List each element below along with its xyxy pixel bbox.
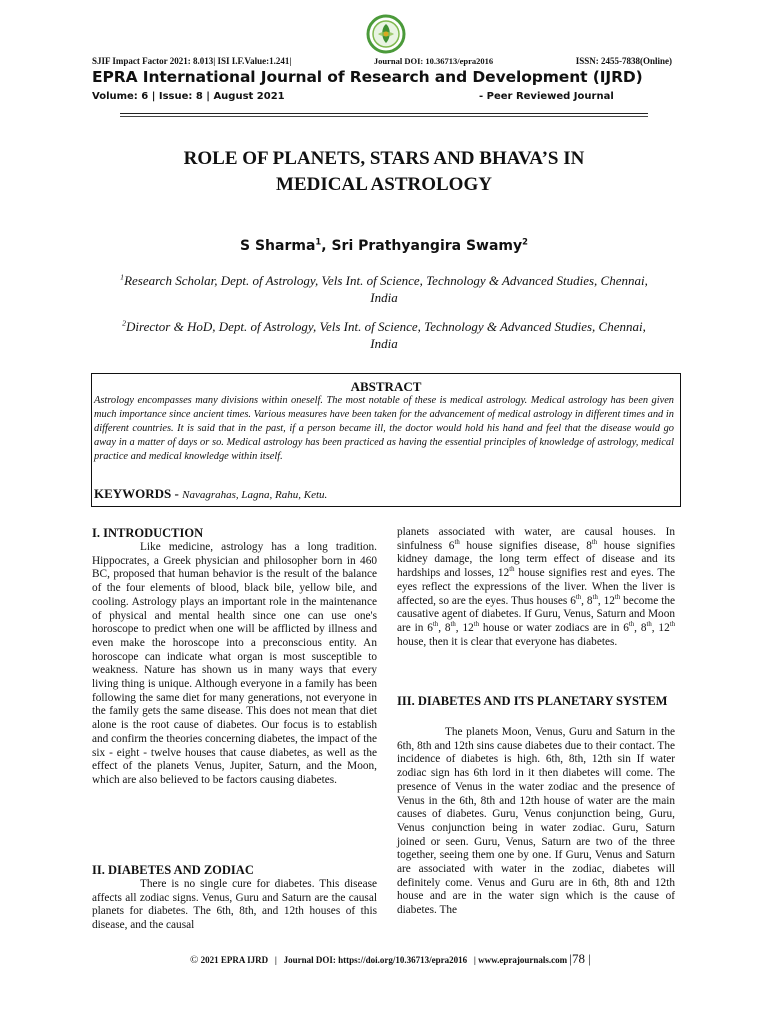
text-run: , 12 [651, 621, 670, 634]
authors [60, 238, 708, 254]
footer-website: | www.eprajournals.com [473, 955, 568, 965]
text-run: house or water zodiacs are in 6 [479, 621, 629, 634]
affiliation-2 [110, 318, 658, 352]
issn: ISSN: 2455-7838(Online) [575, 56, 672, 66]
text-run: , 8 [581, 594, 593, 607]
diabetes-zodiac-heading: II. DIABETES AND ZODIAC [92, 863, 254, 877]
zodiac-continued-text [397, 526, 675, 649]
abstract-heading: ABSTRACT [350, 379, 422, 394]
author-sep: , [321, 238, 332, 254]
ordinal-sup: th [669, 621, 675, 629]
footer-sep: | [274, 955, 277, 965]
journal-name: EPRA International Journal of Research and Development (IJRD) [92, 68, 643, 86]
ordinal-sup: th [454, 538, 460, 546]
journal-logo [366, 14, 406, 54]
impact-factor: SJIF Impact Factor 2021: 8.013| ISI I.F.Value:1.241| [92, 56, 292, 66]
diabetes-zodiac-text: There is no single cure for diabetes. This disease affects all zodiac signs. Venus, Guru and Saturn are the causal planets for diabetes. The 6th, 8th, and 12th houses of this disease, and the causal [92, 878, 377, 932]
author-1-sup: 1 [315, 236, 322, 247]
keywords-label: KEYWORDS - [94, 486, 183, 501]
abstract-text: Astrology encompasses many divisions within oneself. The most notable of these is medical astrology. Medical astrology has been given much importance since ancient times. Various measures have been taken for the advancement of medical astrology in different times and in different countries. It is said that in the past, if a person became ill, the doctor would hold his hand and feel that the disease would go away in a matter of days or so. Medical astrology has been practiced as having the essential principles of knowledge of astrology, medical practice and medical knowledge within itself. [94, 395, 674, 462]
author-1: S Sharma [240, 238, 316, 254]
footer-copyright: 2021 EPRA IJRD [200, 955, 269, 965]
text-run: become the causative agent of diabetes. If Guru, Venus, Saturn and Moon are in 6 [397, 594, 675, 634]
header-meta-line [92, 56, 672, 66]
affiliation-1 [110, 272, 658, 306]
intro-heading: I. INTRODUCTION [92, 526, 204, 540]
text-run: , 12 [597, 594, 615, 607]
ordinal-sup: th [509, 566, 515, 574]
title-line-1: ROLE OF PLANETS, STARS AND BHAVA’S IN [183, 148, 585, 169]
ordinal-sup: th [614, 593, 621, 601]
ordinal-sup: th [432, 621, 439, 629]
text-run: planets associated with water, are causal houses. In sinfulness 6 [397, 526, 675, 552]
copyright-symbol: © [190, 954, 199, 966]
page-number-bar: |78 | [569, 951, 591, 966]
ordinal-sup: th [591, 538, 598, 546]
text-run: house, then it is clear that everyone has diabetes. [397, 635, 618, 648]
ordinal-sup: th [592, 593, 598, 601]
keywords-line [94, 486, 327, 502]
title-line-2: MEDICAL ASTROLOGY [276, 174, 492, 195]
aff1-sup: 1 [120, 272, 125, 282]
header-rule-thin [120, 116, 648, 117]
page-number: 78 [571, 951, 585, 966]
text-run: house signifies kidney damage, the long term effect of disease and its hardships and losses, 12 [397, 539, 675, 580]
header-rule [120, 113, 648, 114]
author-2-sup: 2 [522, 236, 528, 247]
text-run: , 12 [455, 621, 474, 634]
peer-reviewed: - Peer Reviewed Journal [479, 91, 614, 102]
aff2-text: Director & HoD, Dept. of Astrology, Vels Int. of Science, Technology & Advanced Studies, Chennai, India [126, 319, 646, 351]
text-run: , 8 [634, 621, 647, 634]
diabetes-planetary-heading: III. DIABETES AND ITS PLANETARY SYSTEM [397, 694, 668, 708]
ordinal-sup: th [628, 621, 635, 629]
aff2-sup: 2 [122, 318, 127, 328]
header-journal-doi: Journal DOI: 10.36713/epra2016 [373, 56, 494, 66]
text-run: house signifies disease, 8 [459, 539, 592, 552]
ordinal-sup: th [473, 621, 480, 629]
author-2: Sri Prathyangira Swamy [331, 238, 523, 254]
aff1-text: Research Scholar, Dept. of Astrology, Vels Int. of Science, Technology & Advanced Studies, Chennai, India [124, 273, 648, 305]
ordinal-sup: th [450, 621, 456, 629]
volume-info: Volume: 6 | Issue: 8 | August 2021 [92, 91, 285, 102]
ordinal-sup: th [575, 593, 582, 601]
volume-line [92, 91, 672, 102]
ordinal-sup: th [646, 621, 652, 629]
text-run: , 8 [438, 621, 451, 634]
intro-text: Like medicine, astrology has a long tradition. Hippocrates, a Greek physician and philosopher born in 460 BC, proposed that human behavior is the result of the balance of the four elements of blood, black bile, yellow bile, and cooling. Astrology plays an important role in the maintenance of physical and mental health since one can use one's horoscope to predict when one will be afflicted by illness and even make the horoscope into a preconscious entity. An horoscope can indicate what organ is most susceptible to weakness. Nature has shown us in many ways that every living thing is unique. Although everyone in a family has been following the same diet for many generations, not everyone in the family gets the same disease. This does not mean that diet alone is the root cause of diabetes. Our focus is to establish and confirm the theories concerning diabetes, the impact of the six - eight - twelve houses that cause diabetes, as well as the effect of the planets Venus, Jupiter, Saturn, and the Moon, which are also believed to be factors causing diabetes. [92, 541, 377, 786]
footer-doi: Journal DOI: https://doi.org/10.36713/epra2016 [283, 955, 468, 965]
paper-title [60, 146, 708, 198]
page-footer [190, 951, 710, 967]
keywords-values: Navagrahas, Lagna, Rahu, Ketu. [182, 489, 328, 501]
diabetes-planetary-text: The planets Moon, Venus, Guru and Saturn in the 6th, 8th and 12th sins cause diabetes due to their contact. The incidence of diabetes is high. 6th, 8th, 12th sin If water zodiac sign has 6th lord in it then diabetes will come. The presence of Venus in the water zodiac and the presence of Venus in the 6th, 8th and 12th house of water are the main causes of diabetes. Guru, Venus conjunction being, Guru, Venus conjunction being in water zodiac. Guru, Saturn joined or seen. Guru, Venus, Saturn are two of the three together, seeing them one by one. If Guru, Venus and Saturn are associated with water in the zodiac, diabetes will definitely come. Venus and Guru are in 6th, 8th and 12th house and are in the water sign which is the cause of diabetes. The [397, 726, 675, 917]
text-run: house signifies rest and eyes. The eyes reflect the expressions of the liver. When the liver is affected, so are the eyes. Thus houses 6 [397, 567, 675, 607]
